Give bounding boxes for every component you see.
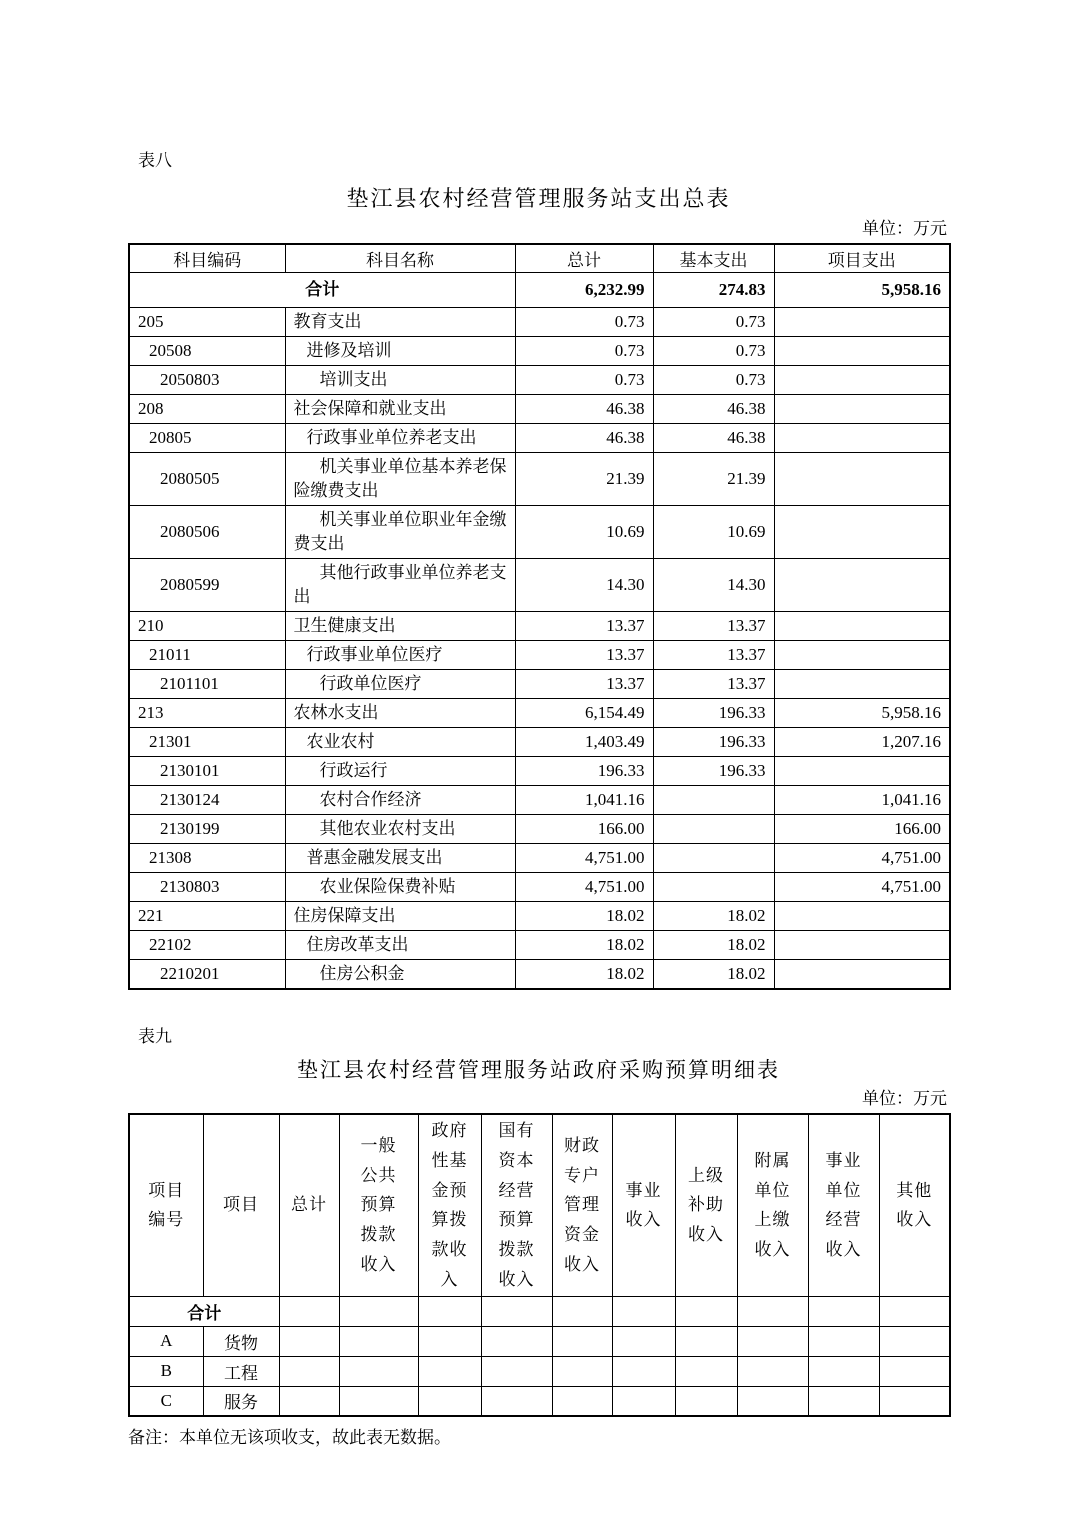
column-header [418, 1114, 481, 1296]
amount-cell: 274.83 [653, 273, 774, 308]
amount-cell: 46.38 [515, 395, 653, 424]
amount-cell: 1,041.16 [515, 786, 653, 815]
empty-cell [737, 1356, 808, 1386]
amount-cell [774, 308, 950, 337]
subject-name-cell: 其他农业农村支出 [285, 815, 515, 844]
amount-cell: 196.33 [653, 699, 774, 728]
amount-cell: 0.73 [515, 308, 653, 337]
amount-cell [653, 873, 774, 902]
column-header-text: 项目编号 [148, 1180, 185, 1230]
subject-name-cell: 卫生健康支出 [285, 612, 515, 641]
column-header [808, 1114, 879, 1296]
subject-code-cell: 205 [129, 308, 285, 337]
empty-cell [808, 1356, 879, 1386]
column-header [879, 1114, 950, 1296]
total-row [129, 273, 950, 308]
subject-code-cell: 21308 [129, 844, 285, 873]
amount-cell: 4,751.00 [515, 873, 653, 902]
amount-cell: 13.37 [653, 641, 774, 670]
amount-cell: 4,751.00 [515, 844, 653, 873]
empty-cell [552, 1296, 612, 1326]
column-header-text: 财政专户管理资金收入 [564, 1135, 600, 1274]
amount-cell: 14.30 [515, 559, 653, 612]
subject-code-cell: 2080599 [129, 559, 285, 612]
amount-cell: 13.37 [515, 641, 653, 670]
table-row [129, 902, 950, 931]
empty-cell [737, 1326, 808, 1356]
table8-title: 垫江县农村经营管理服务站支出总表 [346, 186, 731, 211]
subject-code-cell: 2130101 [129, 757, 285, 786]
subject-code-cell: 21301 [129, 728, 285, 757]
subject-name-cell: 住房保障支出 [285, 902, 515, 931]
column-header [675, 1114, 737, 1296]
table-row [129, 366, 950, 395]
total-row [129, 1296, 950, 1326]
amount-cell: 0.73 [515, 366, 653, 395]
table-row [129, 337, 950, 366]
amount-cell [774, 395, 950, 424]
amount-cell: 21.39 [653, 453, 774, 506]
amount-cell [774, 506, 950, 559]
empty-cell [808, 1296, 879, 1326]
empty-cell [737, 1296, 808, 1326]
amount-cell [774, 960, 950, 990]
item-id-cell: C [129, 1386, 203, 1416]
subject-name-cell: 行政运行 [285, 757, 515, 786]
amount-cell: 4,751.00 [774, 844, 950, 873]
empty-cell [339, 1326, 418, 1356]
empty-cell [339, 1386, 418, 1416]
column-header-text: 事业单位经营收入 [825, 1150, 862, 1259]
total-label-cell: 合计 [129, 273, 515, 308]
table-row [129, 873, 950, 902]
table-row [129, 844, 950, 873]
amount-cell: 10.69 [515, 506, 653, 559]
subject-name-cell: 普惠金融发展支出 [285, 844, 515, 873]
amount-cell [774, 902, 950, 931]
amount-cell: 18.02 [515, 960, 653, 990]
amount-cell: 166.00 [515, 815, 653, 844]
amount-cell: 5,958.16 [774, 273, 950, 308]
column-header-text: 其他收入 [896, 1180, 933, 1230]
column-header-text: 一般公共预算拨款收入 [360, 1135, 397, 1274]
item-name-cell: 货物 [203, 1326, 279, 1356]
table-row [129, 395, 950, 424]
empty-cell [737, 1386, 808, 1416]
empty-cell [279, 1326, 339, 1356]
column-header-text: 国有资本经营预算拨款收入 [498, 1121, 535, 1289]
amount-cell: 13.37 [653, 612, 774, 641]
procurement-budget-table [128, 1113, 951, 1417]
table-row [129, 699, 950, 728]
table-row [129, 728, 950, 757]
table-row [129, 453, 950, 506]
column-header [481, 1114, 552, 1296]
table-row [129, 641, 950, 670]
table-row [129, 424, 950, 453]
table-row [129, 1386, 950, 1416]
empty-cell [279, 1356, 339, 1386]
amount-cell: 5,958.16 [774, 699, 950, 728]
subject-code-cell: 20805 [129, 424, 285, 453]
column-header-text: 事业收入 [625, 1180, 662, 1230]
amount-cell: 14.30 [653, 559, 774, 612]
subject-name-cell: 教育支出 [285, 308, 515, 337]
subject-name-cell: 行政单位医疗 [285, 670, 515, 699]
column-header-text: 总计 [291, 1195, 327, 1215]
table-row [129, 1326, 950, 1356]
amount-cell [774, 453, 950, 506]
subject-code-cell: 2130124 [129, 786, 285, 815]
amount-cell: 166.00 [774, 815, 950, 844]
empty-cell [339, 1356, 418, 1386]
subject-code-cell: 2130199 [129, 815, 285, 844]
amount-cell: 46.38 [653, 424, 774, 453]
column-header-total: 总计 [515, 244, 653, 273]
column-header-basic-expenditure: 基本支出 [653, 244, 774, 273]
amount-cell: 18.02 [653, 960, 774, 990]
table-row [129, 815, 950, 844]
subject-name-cell: 机关事业单位职业年金缴费支出 [285, 506, 515, 559]
amount-cell: 21.39 [515, 453, 653, 506]
column-header [339, 1114, 418, 1296]
table8-section-label: 表八 [138, 151, 172, 170]
table8-unit-label: 单位：万元 [862, 219, 947, 238]
table-row [129, 786, 950, 815]
empty-cell [552, 1386, 612, 1416]
table-row [129, 506, 950, 559]
empty-cell [808, 1326, 879, 1356]
table-row [129, 960, 950, 990]
amount-cell: 196.33 [653, 728, 774, 757]
empty-cell [612, 1386, 675, 1416]
amount-cell [774, 424, 950, 453]
amount-cell [774, 612, 950, 641]
item-name-cell: 服务 [203, 1386, 279, 1416]
empty-cell [481, 1296, 552, 1326]
subject-code-cell: 2080505 [129, 453, 285, 506]
table-row [129, 308, 950, 337]
subject-name-cell: 农村合作经济 [285, 786, 515, 815]
empty-cell [418, 1326, 481, 1356]
empty-cell [418, 1356, 481, 1386]
amount-cell: 0.73 [653, 366, 774, 395]
subject-code-cell: 22102 [129, 931, 285, 960]
subject-name-cell: 农林水支出 [285, 699, 515, 728]
table8-header-row [129, 244, 950, 273]
item-name-cell: 工程 [203, 1356, 279, 1386]
empty-cell [481, 1356, 552, 1386]
subject-name-cell: 机关事业单位基本养老保险缴费支出 [285, 453, 515, 506]
amount-cell: 13.37 [515, 670, 653, 699]
subject-code-cell: 21011 [129, 641, 285, 670]
subject-name-cell: 进修及培训 [285, 337, 515, 366]
amount-cell: 1,403.49 [515, 728, 653, 757]
table9-title: 垫江县农村经营管理服务站政府采购预算明细表 [297, 1058, 780, 1082]
page-content [128, 0, 949, 1450]
subject-code-cell: 20508 [129, 337, 285, 366]
total-label-cell: 合计 [129, 1296, 279, 1326]
amount-cell: 196.33 [653, 757, 774, 786]
column-header-text: 附属单位上缴收入 [754, 1150, 791, 1259]
subject-code-cell: 208 [129, 395, 285, 424]
column-header-project-expenditure: 项目支出 [774, 244, 950, 273]
subject-code-cell: 2050803 [129, 366, 285, 395]
column-header [737, 1114, 808, 1296]
table-row [129, 931, 950, 960]
subject-name-cell: 农业农村 [285, 728, 515, 757]
amount-cell: 18.02 [515, 931, 653, 960]
empty-cell [552, 1326, 612, 1356]
empty-cell [418, 1386, 481, 1416]
column-header-text: 上级补助收入 [688, 1165, 724, 1245]
subject-name-cell: 其他行政事业单位养老支出 [285, 559, 515, 612]
empty-cell [612, 1296, 675, 1326]
subject-name-cell: 住房公积金 [285, 960, 515, 990]
empty-cell [418, 1296, 481, 1326]
empty-cell [675, 1326, 737, 1356]
empty-cell [675, 1386, 737, 1416]
table-row [129, 1356, 950, 1386]
amount-cell: 6,154.49 [515, 699, 653, 728]
subject-code-cell: 2210201 [129, 960, 285, 990]
subject-name-cell: 社会保障和就业支出 [285, 395, 515, 424]
column-header [612, 1114, 675, 1296]
item-id-cell: B [129, 1356, 203, 1386]
subject-code-cell: 210 [129, 612, 285, 641]
table-row [129, 612, 950, 641]
column-header [552, 1114, 612, 1296]
table9-header-row [129, 1114, 950, 1296]
column-header [129, 1114, 203, 1296]
amount-cell: 0.73 [653, 337, 774, 366]
subject-code-cell: 2080506 [129, 506, 285, 559]
amount-cell: 13.37 [515, 612, 653, 641]
subject-name-cell: 住房改革支出 [285, 931, 515, 960]
amount-cell [774, 670, 950, 699]
empty-cell [552, 1356, 612, 1386]
amount-cell: 0.73 [653, 308, 774, 337]
table9-unit-label: 单位：万元 [862, 1089, 947, 1108]
empty-cell [279, 1386, 339, 1416]
amount-cell: 4,751.00 [774, 873, 950, 902]
empty-cell [879, 1386, 950, 1416]
amount-cell: 1,041.16 [774, 786, 950, 815]
amount-cell: 6,232.99 [515, 273, 653, 308]
column-header-text: 政府性基金预算拨款收入 [431, 1121, 468, 1289]
empty-cell [879, 1326, 950, 1356]
empty-cell [481, 1386, 552, 1416]
empty-cell [612, 1326, 675, 1356]
subject-code-cell: 221 [129, 902, 285, 931]
amount-cell [774, 641, 950, 670]
table-row [129, 670, 950, 699]
empty-cell [675, 1356, 737, 1386]
empty-cell [879, 1296, 950, 1326]
footnote: 备注：本单位无该项收支，故此表无数据。 [128, 1428, 451, 1447]
amount-cell [653, 815, 774, 844]
subject-name-cell: 行政事业单位医疗 [285, 641, 515, 670]
amount-cell: 0.73 [515, 337, 653, 366]
column-header-text: 项目 [223, 1195, 259, 1215]
column-header-subject-name: 科目名称 [285, 244, 515, 273]
amount-cell [653, 786, 774, 815]
subject-name-cell: 培训支出 [285, 366, 515, 395]
subject-code-cell: 2101101 [129, 670, 285, 699]
amount-cell: 18.02 [653, 931, 774, 960]
item-id-cell: A [129, 1326, 203, 1356]
empty-cell [481, 1326, 552, 1356]
empty-cell [808, 1386, 879, 1416]
amount-cell [774, 366, 950, 395]
column-header-subject-code: 科目编码 [129, 244, 285, 273]
amount-cell [774, 337, 950, 366]
subject-code-cell: 2130803 [129, 873, 285, 902]
amount-cell: 18.02 [653, 902, 774, 931]
empty-cell [879, 1356, 950, 1386]
subject-name-cell: 农业保险保费补贴 [285, 873, 515, 902]
empty-cell [279, 1296, 339, 1326]
subject-code-cell: 213 [129, 699, 285, 728]
subject-name-cell: 行政事业单位养老支出 [285, 424, 515, 453]
table-row [129, 757, 950, 786]
amount-cell: 196.33 [515, 757, 653, 786]
column-header [279, 1114, 339, 1296]
amount-cell: 46.38 [653, 395, 774, 424]
amount-cell: 1,207.16 [774, 728, 950, 757]
amount-cell: 13.37 [653, 670, 774, 699]
expenditure-summary-table [128, 243, 951, 990]
amount-cell [774, 559, 950, 612]
empty-cell [675, 1296, 737, 1326]
amount-cell: 18.02 [515, 902, 653, 931]
amount-cell [653, 844, 774, 873]
amount-cell [774, 931, 950, 960]
table9-section-label: 表九 [138, 1027, 172, 1046]
empty-cell [612, 1356, 675, 1386]
amount-cell: 46.38 [515, 424, 653, 453]
empty-cell [339, 1296, 418, 1326]
amount-cell: 10.69 [653, 506, 774, 559]
table-row [129, 559, 950, 612]
column-header [203, 1114, 279, 1296]
amount-cell [774, 757, 950, 786]
